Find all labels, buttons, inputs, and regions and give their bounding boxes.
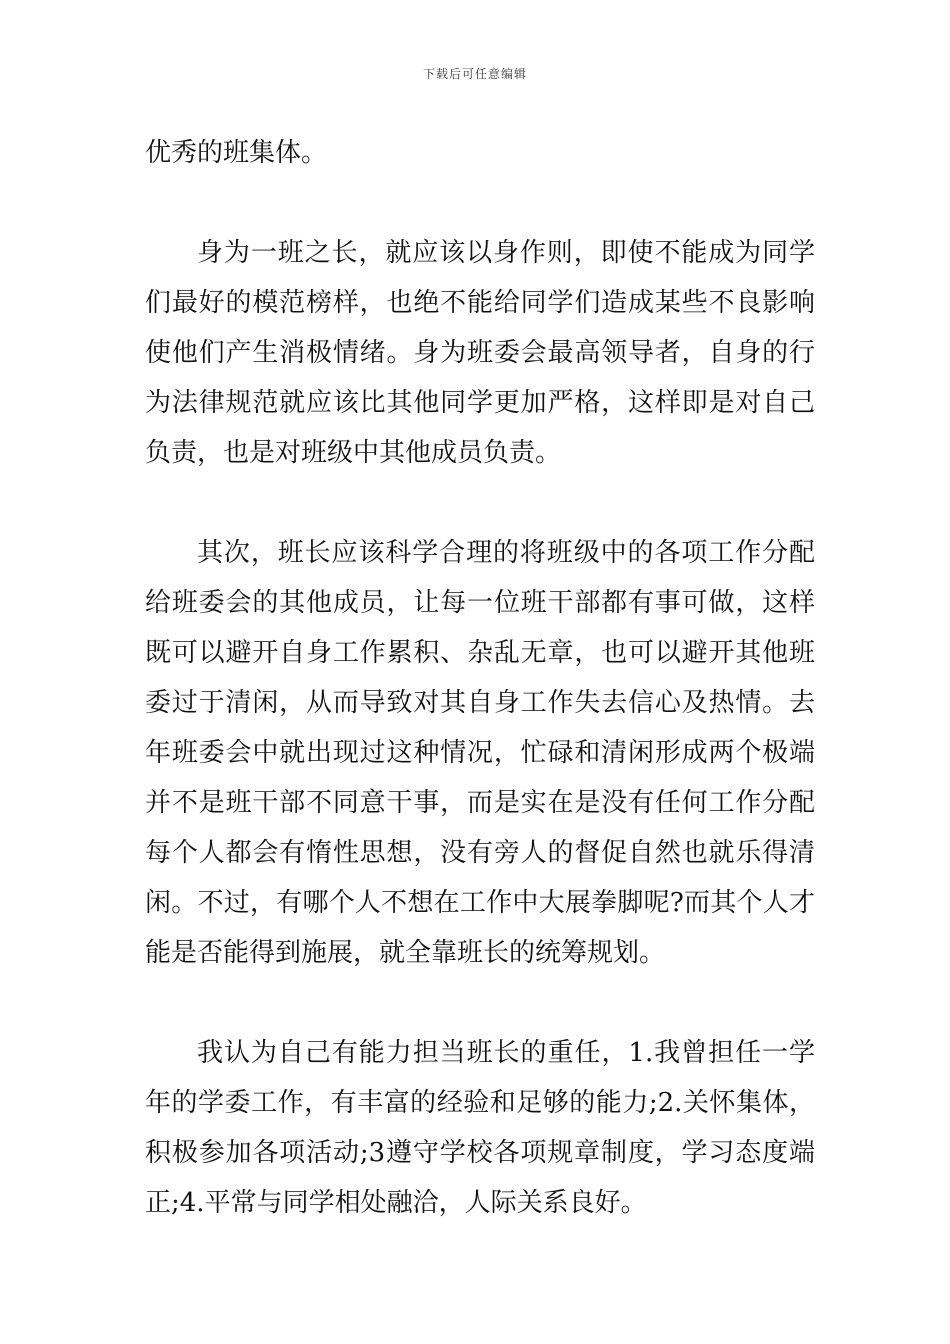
paragraph-4: 我认为自己有能力担当班长的重任，1.我曾担任一学年的学委工作，有丰富的经验和足够的能力;2.关怀集体，积极参加各项活动;3遵守学校各项规章制度，学习态度端正;4.平常与同学相处融洽，人际关系良好。 <box>145 1038 815 1218</box>
paragraph-3: 其次，班长应该科学合理的将班级中的各项工作分配给班委会的其他成员，让每一位班干部都有事可做，这样既可以避开自身工作累积、杂乱无章，也可以避开其他班委过于清闲，从而导致对其自身工作失去信心及热情。去年班委会中就出现过这种情况，忙碌和清闲形成两个极端并不是班干部不同意干事，而是实在是没有任何工作分配每个人都会有惰性思想，没有旁人的督促自然也就乐得清闲。不过，有哪个人不想在工作中大展拳脚呢?而其个人才能是否能得到施展，就全靠班长的统筹规划。 <box>145 538 815 968</box>
document-body <box>145 128 815 1228</box>
paragraph-spacer <box>145 978 815 1028</box>
paragraph-spacer <box>145 478 815 528</box>
paragraph-2: 身为一班之长，就应该以身作则，即使不能成为同学们最好的模范榜样，也绝不能给同学们造成某些不良影响使他们产生消极情绪。身为班委会最高领导者，自身的行为法律规范就应该比其他同学更加严格，这样即是对自己负责，也是对班级中其他成员负责。 <box>145 238 815 468</box>
paragraph-1: 优秀的班集体。 <box>145 138 328 168</box>
paragraph-spacer <box>145 178 815 228</box>
header-note: 下载后可任意编辑 <box>422 67 527 81</box>
